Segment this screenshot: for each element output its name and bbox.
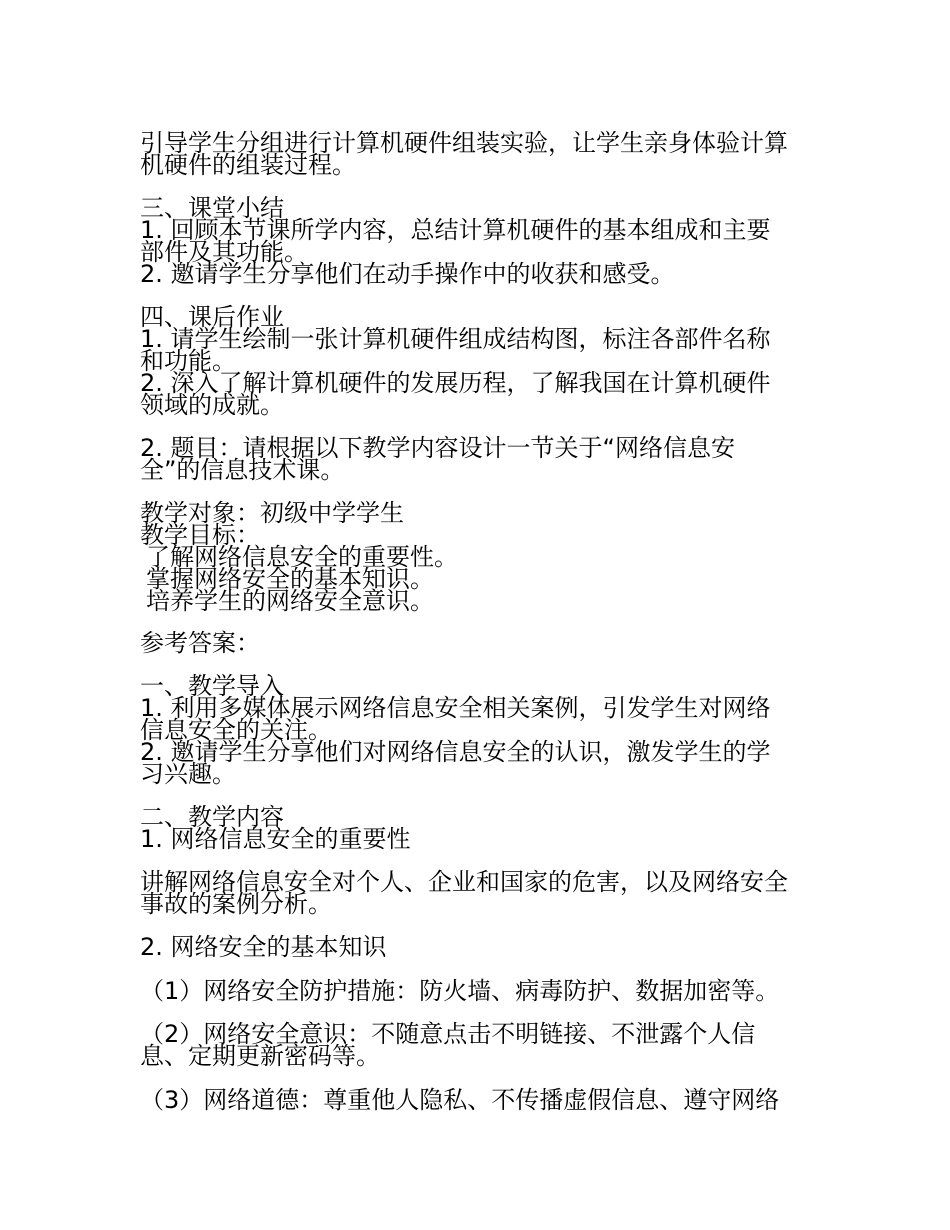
- list-item: （2）网络安全意识：不随意点击不明链接、不泄露个人信: [140, 1020, 756, 1048]
- list-item: 信息安全的关注。: [140, 716, 332, 744]
- list-item: 1. 请学生绘制一张计算机硬件组成结构图，标注各部件名称: [140, 325, 771, 353]
- text-line: 机硬件的组装过程。: [140, 151, 356, 179]
- paragraph-line: 事故的案例分析。: [140, 890, 332, 918]
- paragraph-line: 讲解网络信息安全对个人、企业和国家的危害，以及网络安全: [140, 868, 788, 896]
- list-item: （1）网络安全防护措施：防火墙、病毒防护、数据加密等。: [140, 977, 780, 1005]
- list-item: 1. 利用多媒体展示网络信息安全相关案例，引发学生对网络: [140, 694, 771, 722]
- section-heading: 二、教学内容: [140, 803, 284, 831]
- list-item: 习兴趣。: [140, 760, 236, 788]
- section-heading: 四、课后作业: [140, 303, 284, 331]
- section-heading: 一、教学导入: [140, 672, 284, 700]
- teaching-target: 教学对象：初级中学学生: [140, 499, 404, 527]
- list-item: （3）网络道德：尊重他人隐私、不传播虚假信息、遵守网络: [140, 1086, 780, 1114]
- goal-item: 培养学生的网络安全意识。: [146, 587, 434, 615]
- subsection-heading: 1. 网络信息安全的重要性: [140, 825, 411, 853]
- question-title: 全”的信息技术课。: [140, 456, 345, 484]
- goal-item: 掌握网络安全的基本知识。: [146, 565, 434, 593]
- subsection-heading: 2. 网络安全的基本知识: [140, 933, 387, 961]
- text-line: 引导学生分组进行计算机硬件组装实验，让学生亲身体验计算: [140, 129, 788, 157]
- list-item: 2. 邀请学生分享他们对网络信息安全的认识，激发学生的学: [140, 738, 771, 766]
- list-item: 部件及其功能。: [140, 238, 308, 266]
- teaching-goals-label: 教学目标：: [140, 521, 260, 549]
- list-item: 2. 深入了解计算机硬件的发展历程，了解我国在计算机硬件: [140, 369, 771, 397]
- section-heading: 三、课堂小结: [140, 194, 284, 222]
- answer-label: 参考答案：: [140, 629, 260, 657]
- question-title: 2. 题目：请根据以下教学内容设计一节关于“网络信息安: [140, 434, 735, 462]
- list-item: 2. 邀请学生分享他们在动手操作中的收获和感受。: [140, 260, 675, 288]
- goal-item: 了解网络信息安全的重要性。: [146, 543, 458, 571]
- list-item: 息、定期更新密码等。: [140, 1042, 380, 1070]
- list-item: 1. 回顾本节课所学内容，总结计算机硬件的基本组成和主要: [140, 216, 771, 244]
- list-item: 领域的成就。: [140, 391, 284, 419]
- list-item: 和功能。: [140, 347, 236, 375]
